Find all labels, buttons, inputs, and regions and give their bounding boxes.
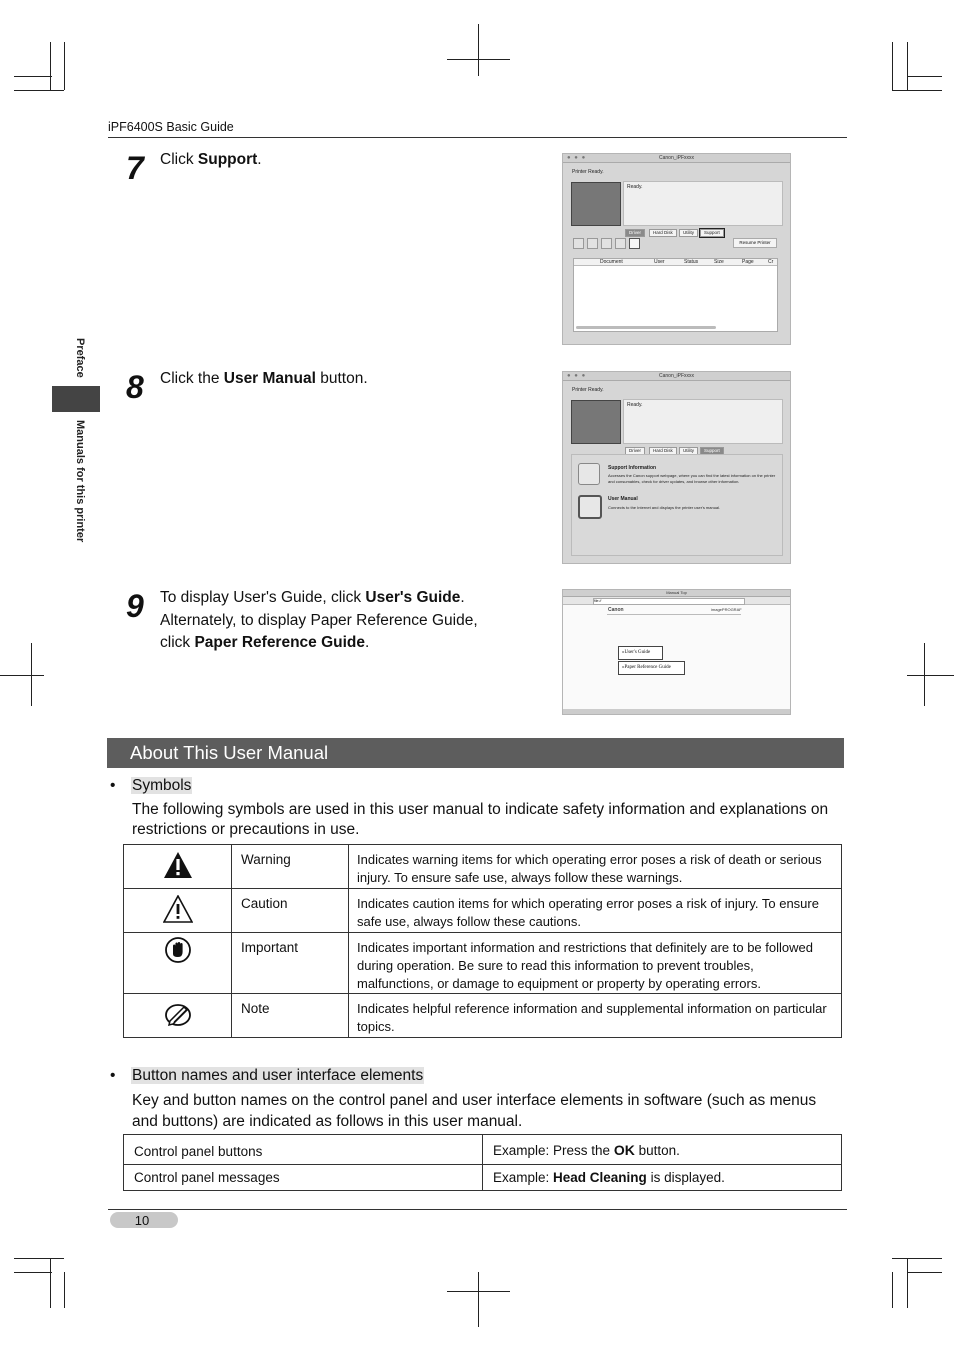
toolbar-icons: [573, 238, 637, 248]
ui-term: User's Guide: [365, 589, 461, 606]
toolbar-icon[interactable]: [615, 238, 626, 249]
status-panel: Ready.: [623, 399, 783, 444]
subheading-symbols: Symbols: [132, 777, 192, 794]
tab-hard-disk[interactable]: Hard Disk: [649, 229, 677, 237]
support-panel: [571, 454, 783, 556]
paper-reference-guide-link[interactable]: »Paper Reference Guide: [618, 661, 685, 675]
caution-icon: [124, 889, 232, 933]
side-tab-marker: [52, 386, 100, 412]
ui-term: OK: [613, 1141, 635, 1158]
toolbar-icon[interactable]: [573, 238, 584, 249]
symbol-description: Indicates caution items for which operating error poses a risk of injury. To ensure safe use, always follow these cautions.: [349, 889, 842, 933]
subheading-button-names: Button names and user interface elements: [132, 1067, 424, 1084]
toolbar-icon[interactable]: [629, 238, 640, 249]
tab-bar: [625, 229, 785, 237]
ui-term: User Manual: [223, 370, 316, 387]
page-number: 10: [134, 1213, 150, 1228]
ui-term: Head Cleaning: [553, 1170, 647, 1185]
element-example: Example: Head Cleaning is displayed.: [483, 1165, 842, 1191]
step-number: 9: [126, 588, 144, 624]
button-names-intro: Key and button names on the control panel and user interface elements in software (such as menus and buttons) are indicated as follows in this user manual.: [132, 1092, 817, 1130]
symbol-description: Indicates warning items for which operating error poses a risk of death or serious injury. To ensure safe use, always follow these warnings.: [349, 845, 842, 889]
page-divider: [607, 614, 741, 615]
table-row: [124, 889, 842, 933]
resume-printer-button[interactable]: Resume Printer: [733, 238, 777, 248]
screenshot-manual-top: [562, 589, 791, 715]
element-type: Control panel messages: [124, 1165, 483, 1191]
users-guide-link[interactable]: »User's Guide: [618, 646, 663, 660]
screenshot-support-tab: [562, 371, 791, 564]
window-title: Canon_iPFxxxx: [563, 372, 790, 381]
table-row: [124, 1135, 842, 1165]
table-row: [124, 933, 842, 994]
step-number: 8: [126, 369, 144, 405]
ui-term: Support: [197, 151, 258, 168]
table-row: [124, 994, 842, 1038]
printer-image: [571, 182, 621, 226]
symbol-description: Indicates important information and restrictions that definitely are to be followed during operation. Be sure to read this information to prevent troubles, malfunctions, or damage to equipment or property by operating errors.: [349, 933, 842, 994]
symbol-name: Note: [232, 994, 349, 1038]
browser-statusbar: [563, 709, 790, 714]
tab-utility[interactable]: Utility: [679, 229, 698, 237]
step-number: 7: [126, 150, 144, 186]
toolbar-icon[interactable]: [601, 238, 612, 249]
bullet-marker: •: [110, 1067, 116, 1084]
warning-icon: [124, 845, 232, 889]
tab-utility[interactable]: Utility: [679, 447, 698, 455]
window-title: Manual Top: [563, 590, 790, 597]
toolbar-icon[interactable]: [587, 238, 598, 249]
footer-divider: [108, 1209, 847, 1210]
symbol-name: Caution: [232, 889, 349, 933]
step-instruction: Click Support.: [160, 151, 262, 168]
status-label: Printer Ready.: [572, 387, 604, 393]
symbols-table: [123, 844, 842, 1038]
bullet-marker: •: [110, 777, 116, 794]
side-tab-manuals[interactable]: Manuals for this printer: [74, 420, 86, 543]
note-icon: [124, 994, 232, 1038]
step-instruction: To display User's Guide, click User's Guide. Alternately, to display Paper Reference Guide, click Paper Reference Guide.: [160, 589, 478, 651]
support-info-title: Support Information: [608, 465, 657, 471]
status-panel: Ready.: [623, 181, 783, 226]
user-manual-icon[interactable]: [578, 495, 602, 519]
printer-image: [571, 400, 621, 444]
running-title: iPF6400S Basic Guide: [108, 120, 234, 134]
brand-logo: Canon: [608, 607, 624, 613]
element-example: Example: Press the OK button.: [483, 1135, 842, 1165]
element-type: Control panel buttons: [124, 1135, 483, 1165]
job-list-header: Document User Status Size Page Cr: [574, 259, 777, 266]
important-icon: [124, 933, 232, 994]
user-manual-title: User Manual: [608, 496, 638, 502]
ui-elements-table: [123, 1134, 842, 1191]
window-controls-icon: ● ● ●: [567, 373, 587, 379]
job-list[interactable]: [573, 258, 778, 332]
tab-support[interactable]: Support: [700, 447, 724, 455]
symbols-intro: The following symbols are used in this user manual to indicate safety information and explanations on restrictions or precautions in use.: [132, 801, 829, 838]
tab-driver[interactable]: Driver: [625, 447, 645, 455]
header-divider: [108, 137, 847, 138]
screenshot-printer-status-support-tab: [562, 153, 791, 345]
symbol-name: Important: [232, 933, 349, 994]
ui-term: Paper Reference Guide: [194, 634, 366, 651]
symbol-name: Warning: [232, 845, 349, 889]
product-logo: imagePROGRAF: [711, 607, 742, 612]
tab-driver[interactable]: Driver: [625, 229, 645, 237]
window-controls-icon: ● ● ●: [567, 155, 587, 161]
table-row: [124, 1165, 842, 1191]
window-title: Canon_iPFxxxx: [563, 154, 790, 163]
status-label: Printer Ready.: [572, 169, 604, 175]
side-tab-preface[interactable]: Preface: [74, 338, 86, 378]
user-manual-desc: Connects to the Internet and displays the printer user's manual.: [608, 505, 721, 510]
tab-support[interactable]: Support: [700, 229, 724, 237]
browser-toolbar: [563, 597, 790, 605]
horizontal-scrollbar[interactable]: [576, 326, 716, 329]
symbol-description: Indicates helpful reference information and supplemental information on particular topics.: [349, 994, 842, 1038]
support-information-icon[interactable]: [578, 463, 600, 485]
section-title: About This User Manual: [130, 742, 329, 763]
step-instruction: Click the User Manual button.: [160, 370, 368, 387]
tab-hard-disk[interactable]: Hard Disk: [649, 447, 677, 455]
support-info-desc: Accesses the Canon support webpage, where you can find the latest information on the printer and consumables, check for driver updates, and browse other information.: [608, 473, 776, 484]
table-row: [124, 845, 842, 889]
address-bar[interactable]: file://: [593, 598, 745, 605]
